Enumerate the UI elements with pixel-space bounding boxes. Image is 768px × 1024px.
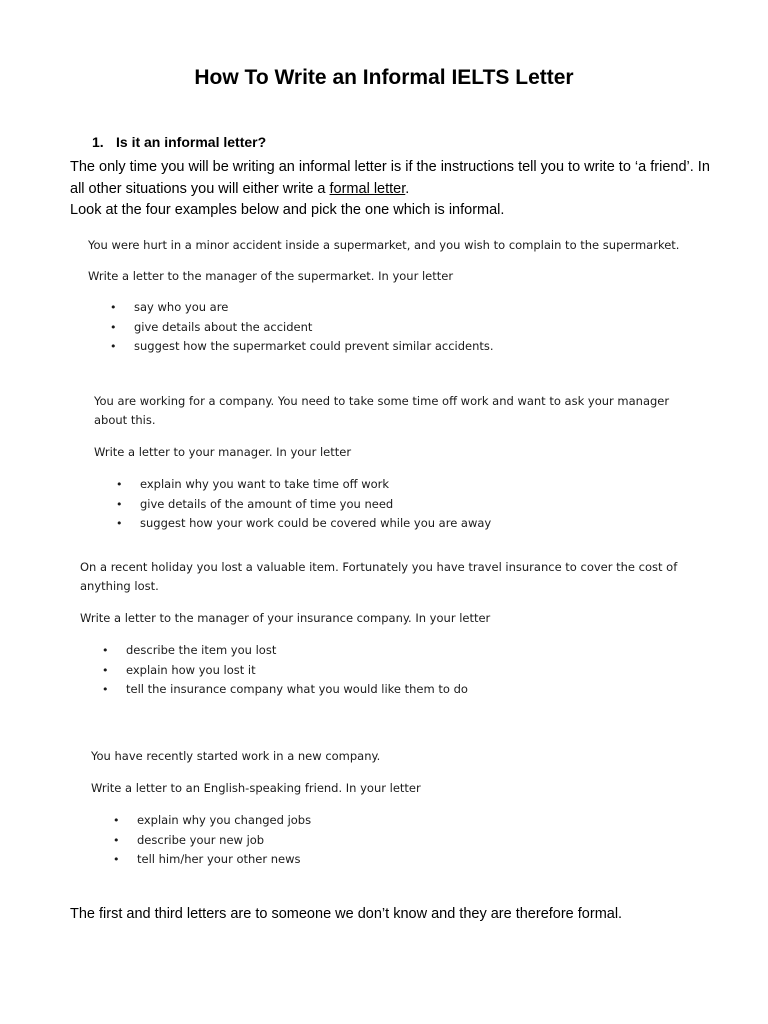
list-item-text: explain why you want to take time off work [140,477,390,491]
example-task: Write a letter to the manager of the supermarket. In your letter [88,269,454,283]
list-item-text: suggest how your work could be covered while you are away [140,516,492,530]
formal-letter-link[interactable]: formal letter [329,180,406,197]
list-item-text: explain why you changed jobs [137,813,312,827]
list-item-text: tell him/her your other news [137,852,301,866]
bullet-icon: • [116,517,123,530]
conclusion-paragraph: The first and third letters are to someone we don’t know and they are therefore formal. [70,906,623,922]
list-item-text: describe the item you lost [126,643,277,657]
bullet-icon: • [113,833,120,847]
list-item-text: describe your new job [137,832,265,847]
bullet-icon: • [113,814,120,827]
list-item [110,318,708,338]
example-points [91,811,691,870]
section-heading-text: Is it an informal letter? [116,134,267,150]
example-situation: You are working for a company. You need to take some time off work and want to ask your manager about this. [94,394,670,427]
intro-paragraph [70,157,720,222]
intro-line-2: Look at the four examples below and pick the one which is informal. [70,202,505,218]
list-item [110,337,708,357]
example-1 [88,236,708,357]
example-3 [80,558,700,700]
example-points [80,641,700,700]
section-heading [92,134,266,150]
example-situation: You were hurt in a minor accident inside a supermarket, and you wish to complain to the supermarket. [88,238,680,252]
bullet-icon: • [110,320,117,334]
list-item-text: suggest how the supermarket could prevent similar accidents. [134,339,494,353]
bullet-icon: • [110,301,117,314]
list-item [116,495,694,515]
example-situation: You have recently started work in a new company. [91,749,381,763]
list-item [116,514,694,534]
example-2 [94,392,694,534]
section-number: 1. [92,134,104,150]
example-task: Write a letter to the manager of your insurance company. In your letter [80,611,491,625]
bullet-icon: • [102,683,109,696]
intro-line-1 [70,157,720,200]
list-item-text: give details of the amount of time you need [140,496,394,511]
list-item [113,831,691,851]
list-item [102,680,700,700]
bullet-icon: • [102,663,109,677]
list-item [116,475,694,495]
list-item-text: explain how you lost it [126,662,256,677]
page-title: How To Write an Informal IELTS Letter [194,66,574,89]
list-item [102,641,700,661]
example-task: Write a letter to your manager. In your letter [94,445,352,459]
list-item [102,661,700,681]
bullet-icon: • [116,478,123,491]
list-item-text: give details about the accident [134,319,313,334]
example-task: Write a letter to an English-speaking friend. In your letter [91,781,421,795]
list-item-text: say who you are [134,300,229,314]
list-item [113,811,691,831]
list-item [110,298,708,318]
intro-text: The only time you will be writing an informal letter is if the instructions tell you to write to ‘a friend’. In all other situations you will either write a [70,159,710,197]
example-points [88,298,708,357]
list-item-text: tell the insurance company what you would like them to do [126,682,468,696]
bullet-icon: • [102,644,109,657]
bullet-icon: • [110,340,117,353]
example-4 [91,747,691,870]
bullet-icon: • [113,853,120,866]
intro-period: . [405,180,410,197]
example-points [94,475,694,534]
list-item [113,850,691,870]
example-situation: On a recent holiday you lost a valuable item. Fortunately you have travel insurance to cover the cost of anything lost. [80,560,678,593]
bullet-icon: • [116,497,123,511]
